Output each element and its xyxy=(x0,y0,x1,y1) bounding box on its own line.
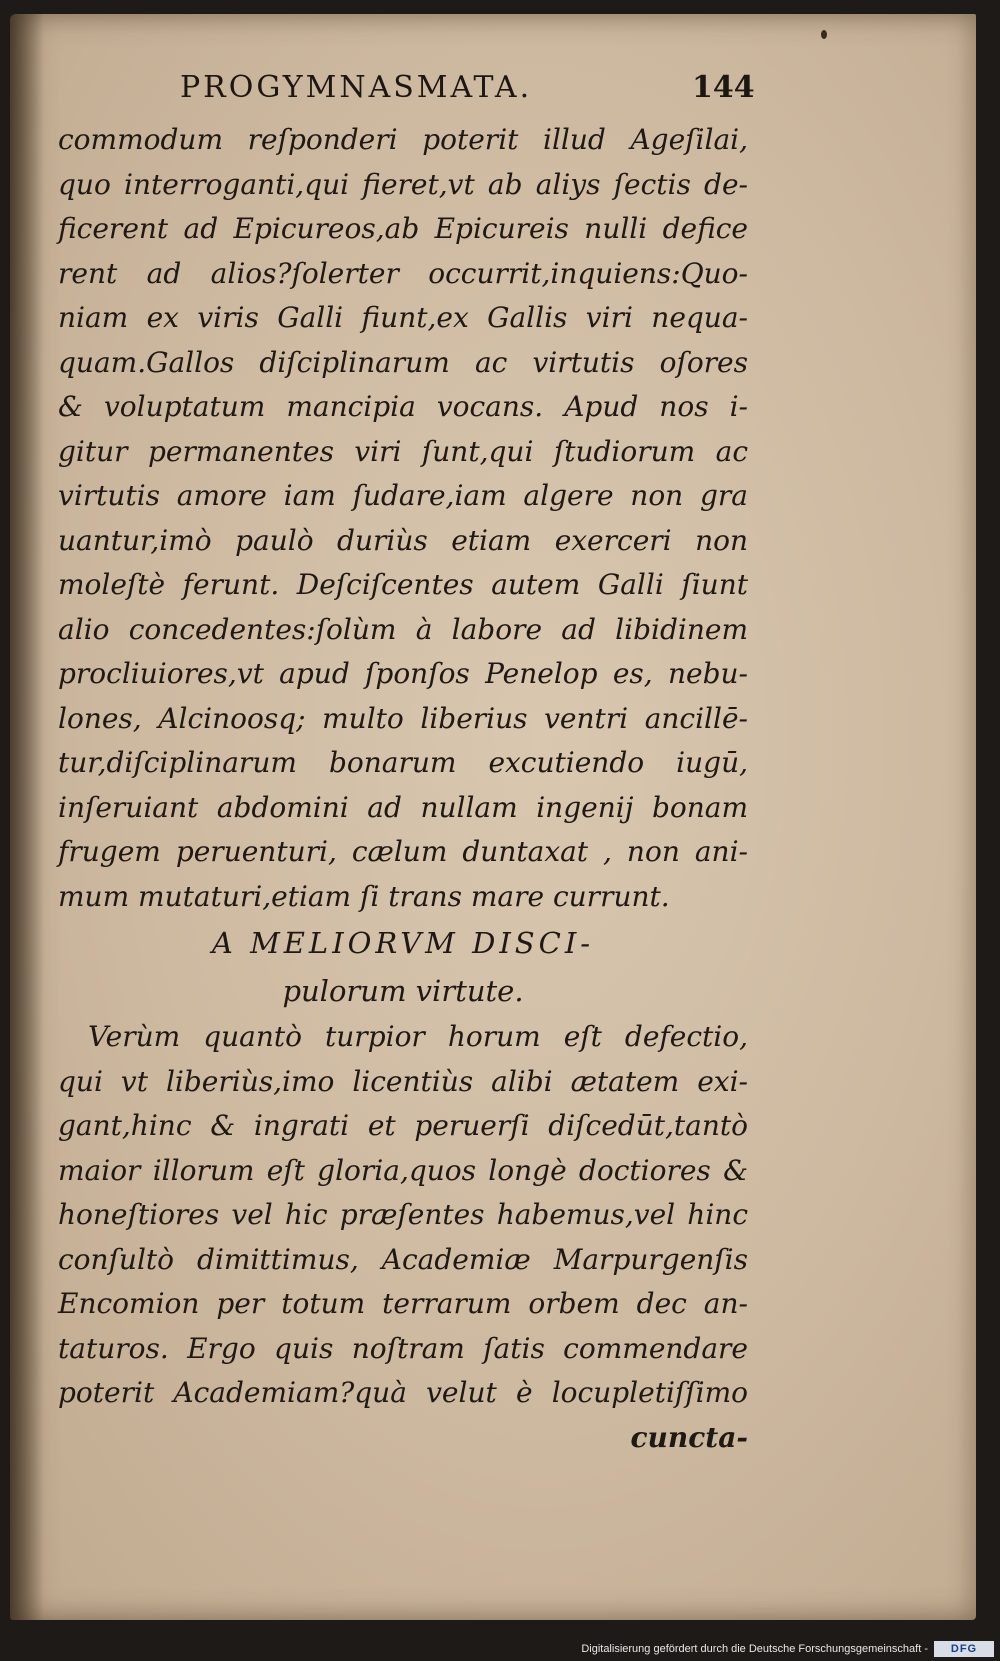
catchword: cuncta- xyxy=(630,1420,748,1454)
text-line: maior illorum eſt gloria,quos longè doctiores & xyxy=(58,1153,748,1187)
running-head xyxy=(0,70,1000,114)
text-line: Verùm quantò turpior horum eſt defectio, xyxy=(88,1020,748,1053)
text-line: quo interroganti,qui fieret,vt ab aliys ſectis de- xyxy=(58,167,748,201)
text-line: moleſtè ferunt. Deſciſcentes autem Galli ſiunt xyxy=(58,568,748,601)
text-line: quam.Gallos diſciplinarum ac virtutis oſores xyxy=(58,345,748,379)
heading-line: pulorum virtute. xyxy=(282,974,524,1008)
text-line: tur,diſciplinarum bonarum excutiendo iugū, xyxy=(58,746,748,779)
text-line: poterit Academiam?quà velut è locupletiſſimo xyxy=(58,1376,748,1409)
digitization-credit: Digitalisierung gefördert durch die Deutsche Forschungsgemeinschaft - xyxy=(581,1643,928,1655)
text-line: ficerent ad Epicureos,ab Epicureis nulli defice xyxy=(58,212,748,245)
paragraph-2 xyxy=(58,1015,748,1416)
dfg-logo: DFG xyxy=(934,1641,994,1657)
text-line: taturos. Ergo quis noſtram ſatis commendare xyxy=(58,1331,748,1365)
binding-gutter-shadow xyxy=(10,14,44,1620)
text-line: uantur,imò paulò duriùs etiam exerceri non xyxy=(58,523,748,557)
text-line: virtutis amore iam ſudare,iam algere non gra xyxy=(58,479,748,512)
text-line: conſultò dimittimus, Academiæ Marpurgenſis xyxy=(58,1242,748,1276)
text-line: lones, Alcinoosq; multo liberius ventri ancillē- xyxy=(58,701,748,735)
text-line: inſeruiant abdomini ad nullam ingeniј bonam xyxy=(58,790,748,824)
running-title: PROGYMNASMATA. xyxy=(180,70,533,105)
page-number: 144 xyxy=(692,70,755,105)
heading-line: A MELIORVM DISCI- xyxy=(211,926,595,960)
text-block xyxy=(58,118,748,1460)
text-line: mum mutaturi,etiam ſi trans mare currunt. xyxy=(58,879,670,913)
text-line: frugem peruenturi, cælum duntaxat , non ani- xyxy=(58,835,748,868)
text-line: Encomion per totum terrarum orbem dec an- xyxy=(58,1287,748,1320)
section-heading xyxy=(58,919,748,1015)
text-line: procliuiores,vt apud ſponſos Penelop es, nebu- xyxy=(58,657,748,690)
text-line: gant,hinc & ingrati et peruerſi diſcedūt,tantò xyxy=(58,1109,748,1142)
text-line: rent ad alios?ſolerter occurrit,inquiens:Quo- xyxy=(58,256,748,290)
text-line: niam ex viris Galli fiunt,ex Gallis viri nequa- xyxy=(58,301,748,334)
text-line: commodum reſponderi poterit illud Ageſilai, xyxy=(58,123,748,156)
ink-speck xyxy=(821,30,827,39)
text-line: & voluptatum mancipia vocans. Apud nos i- xyxy=(58,390,748,423)
paragraph-1 xyxy=(58,118,748,919)
text-line: honeſtiores vel hic præſentes habemus,vel hinc xyxy=(58,1198,748,1231)
text-line: qui vt liberiùs,imo licentiùs alibi ætatem exi- xyxy=(58,1064,748,1098)
text-line: gitur permanentes viri ſunt,qui ſtudiorum ac xyxy=(58,434,748,468)
text-line: alio concedentes:ſolùm à labore ad libidinem xyxy=(58,612,748,646)
